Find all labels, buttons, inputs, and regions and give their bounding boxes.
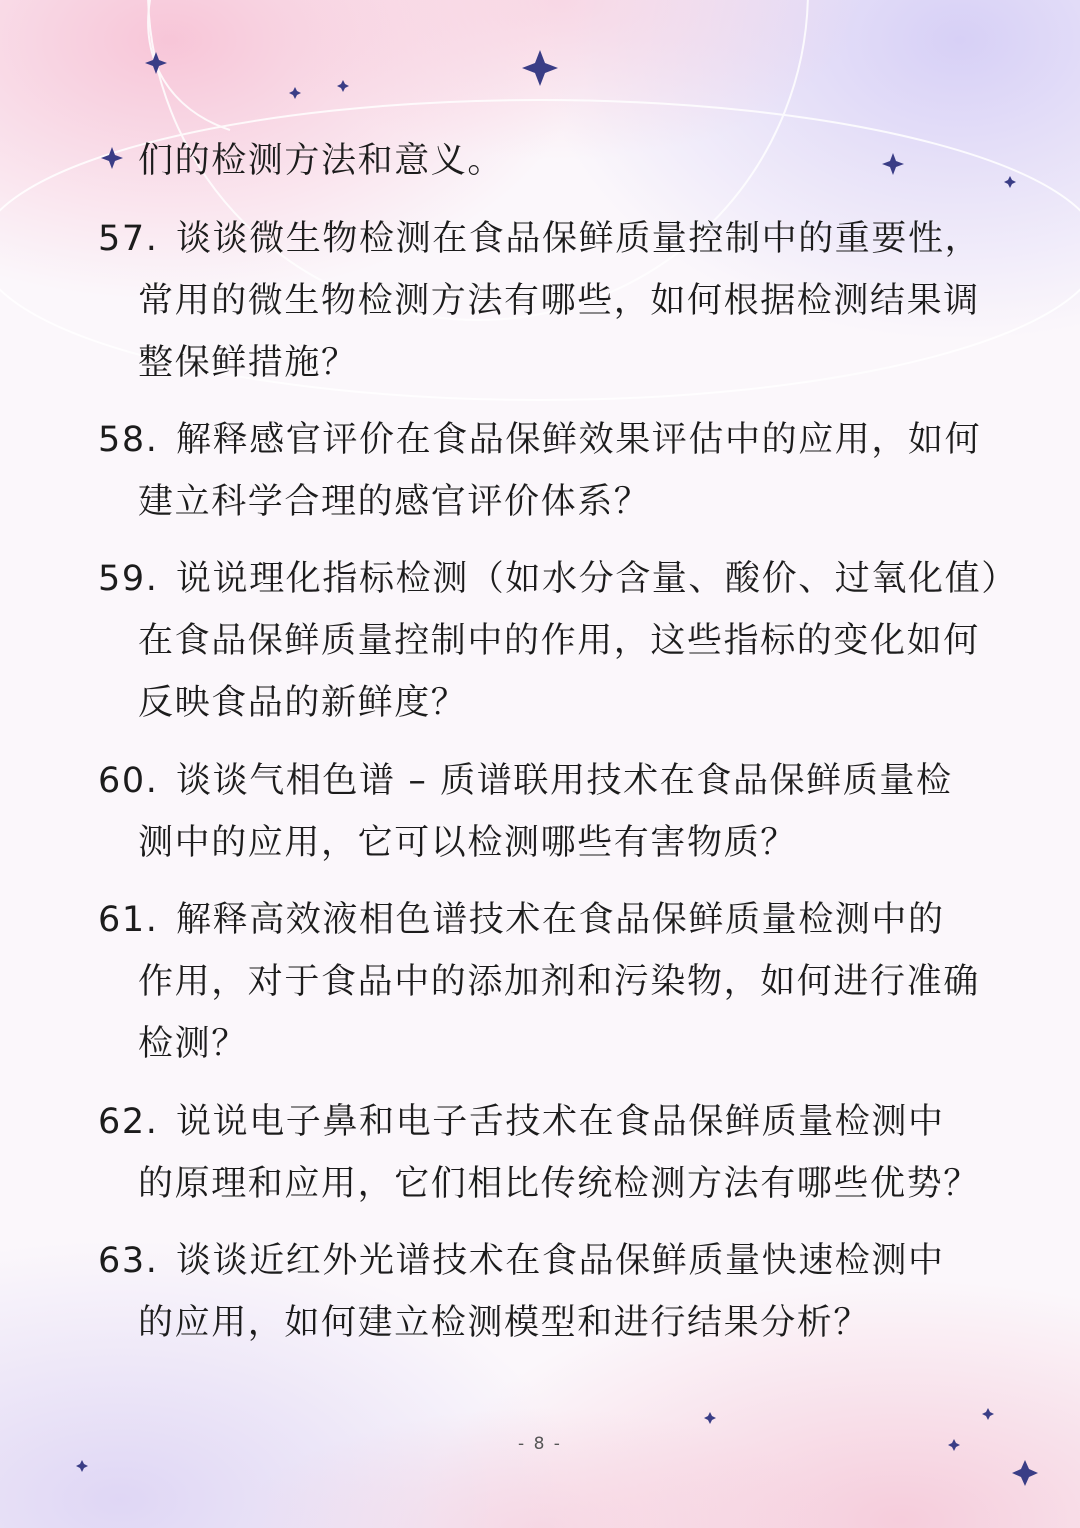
question-line: 反映食品的新鲜度？ (138, 683, 468, 723)
question-number: 60. (98, 761, 159, 801)
question-number: 59. (98, 559, 159, 599)
question-number: 58. (98, 420, 159, 460)
question-line: 说说理化指标检测（如水分含量、酸价、过氧化值） (176, 559, 1018, 599)
question-line: 谈谈近红外光谱技术在食品保鲜质量快速检测中 (176, 1241, 945, 1281)
question-line: 建立科学合理的感官评价体系？ (138, 482, 651, 522)
question-line: 谈谈微生物检测在食品保鲜质量控制中的重要性， (176, 219, 982, 259)
question-line: 作用，对于食品中的添加剂和污染物，如何进行准确 (138, 962, 980, 1002)
question-line: 检测？ (138, 1024, 248, 1064)
question-line: 在食品保鲜质量控制中的作用，这些指标的变化如何 (138, 621, 980, 661)
question-line: 的原理和应用，它们相比传统检测方法有哪些优势？ (138, 1164, 980, 1204)
question-line: 整保鲜措施？ (138, 343, 358, 383)
question-line: 解释高效液相色谱技术在食品保鲜质量检测中的 (176, 900, 945, 940)
question-number: 61. (98, 900, 159, 940)
question-line: 常用的微生物检测方法有哪些，如何根据检测结果调 (138, 281, 980, 321)
question-line: 说说电子鼻和电子舌技术在食品保鲜质量检测中 (176, 1102, 945, 1142)
question-line: 的应用，如何建立检测模型和进行结果分析？ (138, 1303, 871, 1343)
question-number: 62. (98, 1102, 159, 1142)
continued-text: 们的检测方法和意义。 (138, 141, 505, 181)
question-number: 57. (98, 219, 159, 259)
question-line: 测中的应用，它可以检测哪些有害物质？ (138, 823, 797, 863)
page-number: - 8 - (518, 1434, 562, 1454)
question-line: 谈谈气相色谱 – 质谱联用技术在食品保鲜质量检 (176, 761, 953, 801)
question-line: 解释感官评价在食品保鲜效果评估中的应用，如何 (176, 420, 982, 460)
question-number: 63. (98, 1241, 159, 1281)
